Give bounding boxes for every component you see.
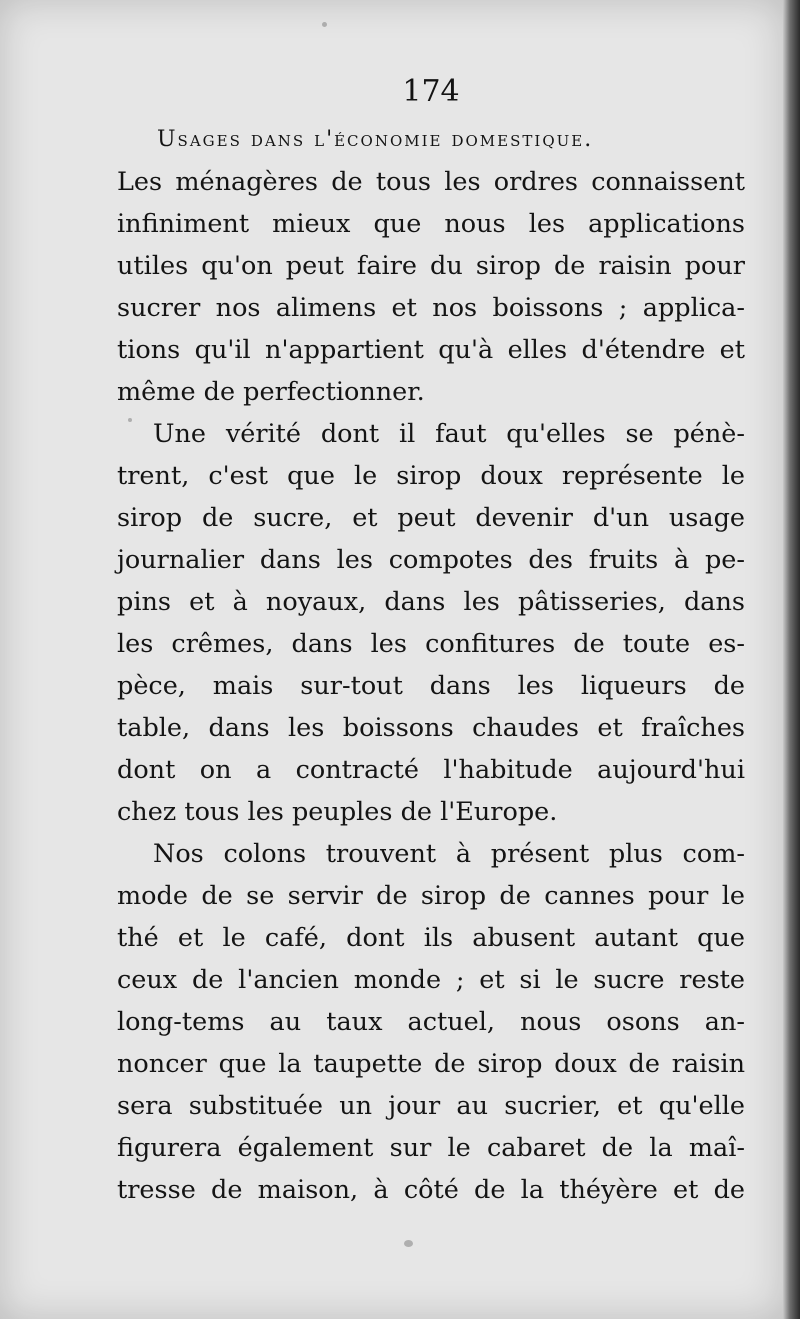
text-line: Une vérité dont il faut qu'elles se pénè- (153, 419, 745, 449)
text-line: long-tems au taux actuel, nous osons an- (117, 1007, 745, 1037)
text-line: même de perfectionner. (117, 377, 425, 407)
text-line: trent, c'est que le sirop doux représente le (117, 461, 745, 491)
paper-speck (404, 1240, 413, 1247)
section-heading: Usages dans l'économie domestique. (157, 127, 594, 152)
paper-speck (128, 418, 132, 422)
text-line: tresse de maison, à côté de la théyère et de (117, 1175, 745, 1205)
text-line: sera substituée un jour au sucrier, et qu'elle (117, 1091, 745, 1121)
text-line: journalier dans les compotes des fruits à pe- (117, 545, 745, 575)
text-line: dont on a contracté l'habitude aujourd'hui (117, 755, 745, 785)
text-line: tions qu'il n'appartient qu'à elles d'étendre et (117, 335, 745, 365)
text-line: sirop de sucre, et peut devenir d'un usage (117, 503, 745, 533)
text-line: mode de se servir de sirop de cannes pour le (117, 881, 745, 911)
page-edge (783, 0, 800, 1319)
paper-speck (322, 22, 327, 27)
page-number: 174 (402, 74, 460, 109)
text-line: thé et le café, dont ils abusent autant que (117, 923, 745, 953)
text-line: table, dans les boissons chaudes et fraîches (117, 713, 745, 743)
text-line: les crêmes, dans les confitures de toute es- (117, 629, 745, 659)
text-line: sucrer nos alimens et nos boissons ; applica- (117, 293, 745, 323)
text-line: noncer que la taupette de sirop doux de raisin (117, 1049, 745, 1079)
text-line: figurera également sur le cabaret de la maî- (117, 1133, 745, 1163)
text-line: chez tous les peuples de l'Europe. (117, 797, 558, 827)
text-line: Les ménagères de tous les ordres connaissent (117, 167, 745, 197)
text-line: Nos colons trouvent à présent plus com- (153, 839, 745, 869)
text-line: ceux de l'ancien monde ; et si le sucre reste (117, 965, 745, 995)
text-line: infiniment mieux que nous les applications (117, 209, 745, 239)
text-line: utiles qu'on peut faire du sirop de raisin pour (117, 251, 745, 281)
text-line: pèce, mais sur-tout dans les liqueurs de (117, 671, 745, 701)
text-line: pins et à noyaux, dans les pâtisseries, dans (117, 587, 745, 617)
